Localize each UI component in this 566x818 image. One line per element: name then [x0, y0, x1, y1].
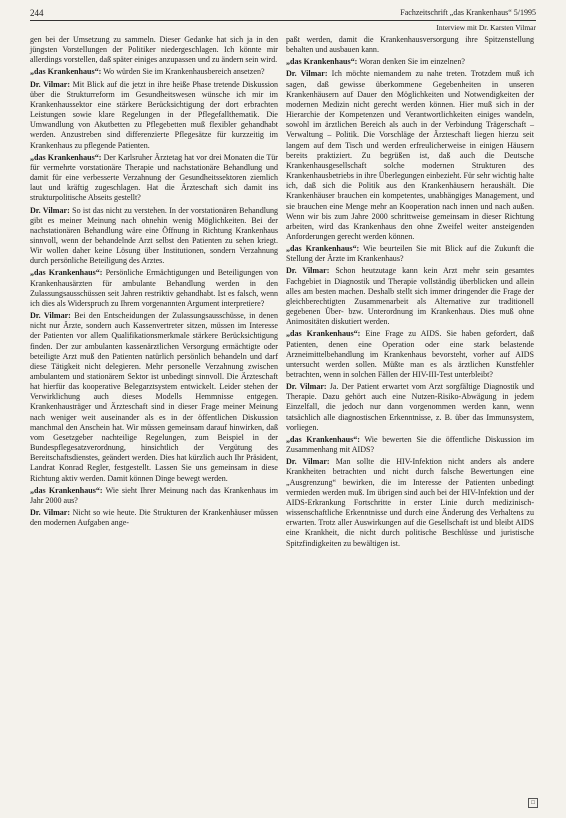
- paragraph-text: Nicht so wie heute. Die Strukturen der Krankenhäuser müssen den modernen Aufgaben ange-: [30, 508, 278, 528]
- speaker-label: „das Krankenhaus“:: [30, 268, 103, 278]
- paragraph-text: Schon heutzutage kann kein Arzt mehr sein gesamtes Fachgebiet in Diagnostik und Therapie vollständig überblicken und allein alles am besten machen. Deshalb stellt sich immer dringender die Frage der gleichberechtigten Zusammenarbeit als Alternative zur traditionell gegebenen Über- bzw. Unterordnung im Krankenhaus. Dies muß ohne Animositäten diskutiert werden.: [286, 266, 535, 327]
- paragraph: [30, 67, 278, 77]
- speaker-label: „das Krankenhaus“:: [30, 485, 103, 495]
- paragraph-text: Ja. Der Patient erwartet vom Arzt sorgfältige Diagnostik und Therapie. Dazu gehört auch eine Nutzen-Risiko-Abwägung in jedem Einzelfall, die jedoch nur dann vorgenommen werden kann, wenn tatsächlich alle diagnostischen Erkenntnisse, z. B. über das Immunsystem, vorliegen.: [286, 382, 535, 432]
- right-column: [286, 35, 534, 551]
- speaker-label: „das Krankenhaus“:: [286, 244, 360, 254]
- speaker-label: Dr. Vilmar:: [286, 69, 328, 79]
- interview-subtitle: Interview mit Dr. Karsten Vilmar: [436, 23, 536, 32]
- paragraph: [286, 57, 534, 67]
- speaker-label: Dr. Vilmar:: [286, 457, 330, 467]
- speaker-label: „das Krankenhaus“:: [30, 67, 102, 77]
- page-number: 244: [30, 8, 44, 18]
- paragraph: [286, 244, 534, 264]
- end-mark-icon: □: [528, 798, 538, 808]
- paragraph-text: gen bei der Umsetzung zu sammeln. Dieser Gedanke hat sich ja in den jüngsten Vorstellungen der Politiker niedergeschlagen. Ich könnte mir allerdings vorstellen, daß später einiges anzupassen und zu ändern sein wird.: [30, 35, 278, 65]
- speaker-label: „das Krankenhaus“:: [286, 434, 360, 444]
- paragraph: [30, 508, 278, 528]
- speaker-label: „das Krankenhaus“:: [30, 152, 102, 162]
- paragraph-text: Bei den Entscheidungen der Zulassungsausschüsse, in denen nicht nur Ärzte, sondern auch Kassenvertreter sitzen, müssen im Interesse der Patienten vor allem Qualifikationsmerkmale stärkere Berücksichtigung finden. Der zur ambulanten kassenärztlichen Versorgung ermächtigte oder beteiligte Arzt muß den Patienten natürlich persönlich behandeln und darf diese Tätigkeit nicht delegieren. Mehr personelle Verzahnung zwischen ambulantem und stationärem Sektor ist unbedingt sinnvoll. Die Ärzteschaft hat hierfür das kooperative Belegarztsystem entwickelt. Leider stehen der Verwirklichung auch dieses Modells Hemmnisse entgegen. Krankenhausträger und Ärzteschaft sind in dieser Frage meiner Meinung nach weniger weit auseinander als es in der öffentlichen Diskussion manchmal den Anschein hat. Wir müssen gemeinsam darauf hinwirken, daß vom Gesetzgeber nachteilige Regelungen, zum Beispiel in der Bundespflegesatzverordnung, hinsichtlich der Vergütung des Bereitschaftsdienstes, geändert werden. Dies hat kürzlich auch Ihr Präsident, Landrat Konrad Regler, festgestellt. Lassen Sie uns gemeinsam in diese Richtung aktiv werden. Damit können Dinge bewegt werden.: [30, 311, 279, 483]
- paragraph-text: Ich möchte niemandem zu nahe treten. Trotzdem muß ich sagen, daß gewisse überkommene Gegebenheiten in unseren Krankenhäusern auf Dauer den Möglichkeiten und Notwendigkeiten der modernen Medizin nicht gerecht werden können. Hier muß sich in der Hierarchie der Kompetenzen und Verantwortlichkeiten einiges wandeln, sowohl im ärztlichen Bereich als auch in der Verbindung Trägerschaft – Verwaltung – Politik. Die Vorschläge der Ärzteschaft liegen hierzu seit langem auf dem Tisch und werden erfreulicherweise in einigen Häusern bereits praktiziert. Zu begrüßen ist, daß auch die Deutsche Krankenhausgesellschaft solche modernen Strukturen des Krankenhausbetriebs in ihre Überlegungen einbezieht. Für sehr wichtig halte ich, daß sich die Politik aus den Krankenhäusern heraushält. Die Krankenhäuser brauchen ein kompetentes, unabhängiges Management, und sie brauchen eine Menge mehr an Kooperation nach innen und nach außen. Wenn wir bis zum Jahre 2000 schrittweise gemeinsam in dieser Richtung arbeiten, wird das Krankenhaus den ohne Zweifel weiter ansteigenden Anforderungen gerecht werden können.: [286, 69, 535, 241]
- paragraph-text: Wie sieht Ihrer Meinung nach das Krankenhaus im Jahr 2000 aus?: [30, 485, 278, 505]
- paragraph-text: Mit Blick auf die jetzt in ihre heiße Phase tretende Diskussion über die Strukturreform im Gesundheitswesen wünsche ich mir im Krankenhaussektor eine stärkere Berücksichtigung der dort erbrachten Leistungen sowie klare Regelungen in der Pflegefallthematik. Die Umwandlung von Akutbetten zu Pflegebetten muß flexibler gehandhabt werden. Anzustreben sind differenzierte Pflegesätze für kurzzeitig im Krankenhaus zu pflegende Patienten.: [30, 79, 278, 150]
- paragraph-text: Man sollte die HIV-Infektion nicht anders als andere Krankheiten betrachten und nicht durch falsche Bewertungen eine „Ausgrenzung“ bewirken, die im Interesse der Patienten unbedingt vermieden werden muß. Im übrigen sind auch bei der HIV-Infektion und der AIDS-Erkrankung Fortschritte in erster Linie durch medizinisch-wissenschaftliche Erkenntnisse und durch eine Änderung des Verhaltens zu erwarten. Trotz aller Auswirkungen auf die Gesellschaft ist und bleibt AIDS eine Krankheit, die nicht durch politische Beschlüsse und juristische Spitzfindigkeiten zu bewältigen ist.: [286, 457, 535, 548]
- paragraph: [30, 35, 278, 65]
- paragraph-text: paßt werden, damit die Krankenhausversorgung ihre Spitzenstellung behalten und ausbauen kann.: [286, 35, 534, 55]
- header-divider: [30, 20, 536, 21]
- paragraph: [286, 266, 534, 327]
- paragraph: [30, 206, 278, 267]
- paragraph: [30, 80, 278, 151]
- paragraph-text: Wie bewerten Sie die öffentliche Diskussion im Zusammenhang mit AIDS?: [286, 434, 534, 455]
- speaker-label: Dr. Vilmar:: [30, 205, 70, 215]
- speaker-label: Dr. Vilmar:: [30, 508, 71, 518]
- left-column: [30, 35, 278, 530]
- paragraph-text: Persönliche Ermächtigungen und Beteiligungen von Krankenhausärzten für ambulante Behandlung werden in den Zulassungsausschüssen seit Jahren restriktiv gehandhabt. Ist es falsch, wenn ich dies als Widerspruch zu Ihrem vorgenannten Argument interpretiere?: [30, 268, 279, 308]
- speaker-label: „das Krankenhaus“:: [286, 57, 358, 67]
- paragraph: [30, 268, 278, 309]
- paragraph: [30, 486, 278, 506]
- paragraph-text: Wie beurteilen Sie mit Blick auf die Zukunft die Stellung der Ärzte im Krankenhaus?: [286, 244, 534, 264]
- paragraph: [286, 435, 534, 455]
- speaker-label: Dr. Vilmar:: [30, 79, 71, 89]
- paragraph: [286, 382, 534, 433]
- paragraph-text: Eine Frage zu AIDS. Sie haben gefordert, daß Patienten, denen eine Operation oder eine stark belastende Arzneimittelbehandlung im Krankenhaus bevorsteht, vorher auf AIDS untersucht werden sollen. Müßte man es als ärztlichen Kunstfehler betrachten, wenn in solchen Fällen der HIV-III-Test unterbleibt?: [286, 329, 534, 379]
- paragraph: [286, 69, 534, 242]
- paragraph: [30, 153, 278, 204]
- speaker-label: Dr. Vilmar:: [286, 382, 327, 392]
- paragraph: [286, 457, 534, 548]
- paragraph: [286, 35, 534, 55]
- speaker-label: Dr. Vilmar:: [30, 311, 71, 321]
- journal-title: Fachzeitschrift „das Krankenhaus“ 5/1995: [400, 8, 536, 17]
- speaker-label: Dr. Vilmar:: [286, 266, 330, 276]
- speaker-label: „das Krankenhaus“:: [286, 329, 361, 339]
- paragraph-text: Wo würden Sie im Krankenhausbereich ansetzen?: [103, 67, 265, 77]
- paragraph: [286, 329, 534, 380]
- paragraph: [30, 311, 278, 484]
- paragraph-text: Der Karlsruher Ärztetag hat vor drei Monaten die Tür für vermehrte vorstationäre Therapie und nachstationäre Behandlung und damit für eine verbesserte Verzahnung der Gesundheitssektoren ziemlich laut und kräftig zugeschlagen. Hat die Ärzteschaft sich damit ins strukturpolitische Abseits gestellt?: [30, 152, 278, 203]
- paragraph-text: So ist das nicht zu verstehen. In der vorstationären Behandlung gibt es meiner Meinung nach ohnehin wenig Möglichkeiten. Bei der nachstationären Behandlung wäre eine Öffnung in Richtung Krankenhaus sinnvoll, wenn der behandelnde Arzt selbst den Patienten zu sehen kriegt. Wir wollen daher keine Lösung über Institutionen, sondern Verzahnung durch persönliche Beteiligung des Arztes.: [30, 205, 279, 266]
- paragraph-text: Woran denken Sie im einzelnen?: [359, 57, 465, 67]
